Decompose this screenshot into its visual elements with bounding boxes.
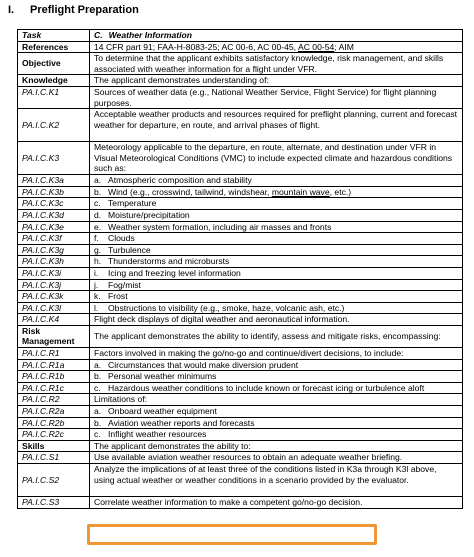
element-text: Acceptable weather products and resources required for preflight planning, current and forecast weather for departure, en route, and arrival phases of flight. bbox=[90, 109, 463, 142]
item-letter: c. bbox=[94, 198, 101, 209]
item-text: Obstructions to visibility (e.g., smoke, haze, volcanic ash, etc.) bbox=[108, 302, 345, 313]
risk-intro: The applicant demonstrates the ability to identify, assess and mitigate risks, encompassing: bbox=[90, 325, 463, 347]
element-text bbox=[90, 175, 463, 187]
item-text: Atmospheric composition and stability bbox=[108, 175, 252, 186]
element-text bbox=[90, 256, 463, 268]
element-code: PA.I.C.K3b bbox=[18, 186, 90, 198]
item-text: Circumstances that would make diversion prudent bbox=[108, 359, 299, 370]
task-label: Task bbox=[18, 30, 90, 42]
section-title: Preflight Preparation bbox=[30, 4, 139, 16]
element-text bbox=[90, 371, 463, 383]
item-text: Moisture/precipitation bbox=[108, 209, 190, 220]
references-text bbox=[90, 41, 463, 53]
item-letter: k. bbox=[94, 291, 101, 302]
element-text bbox=[90, 186, 463, 198]
element-code: PA.I.C.S2 bbox=[18, 464, 90, 497]
element-text: Correlate weather information to make a competent go/no-go decision. bbox=[90, 497, 463, 509]
element-text: Use available aviation weather resources to obtain an adequate weather briefing. bbox=[90, 452, 463, 464]
item-text: Thunderstorms and microbursts bbox=[108, 256, 230, 267]
objective-row bbox=[18, 53, 463, 75]
element-code: PA.I.C.R1a bbox=[18, 359, 90, 371]
table-row bbox=[18, 267, 463, 279]
item-letter: b. bbox=[94, 186, 102, 197]
table-row bbox=[18, 244, 463, 256]
objective-label: Objective bbox=[18, 53, 90, 75]
task-header-row bbox=[18, 30, 463, 42]
element-code: PA.I.C.K3d bbox=[18, 209, 90, 221]
table-row bbox=[18, 233, 463, 245]
element-text bbox=[90, 244, 463, 256]
item-letter: f. bbox=[94, 233, 99, 244]
element-code: PA.I.C.R2a bbox=[18, 406, 90, 418]
table-row bbox=[18, 142, 463, 175]
section-number: I. bbox=[8, 4, 15, 16]
element-text bbox=[90, 429, 463, 441]
item-text: Clouds bbox=[108, 233, 135, 244]
item-text: Icing and freezing level information bbox=[108, 267, 241, 278]
skills-intro-row bbox=[18, 440, 463, 452]
item-text: Fog/mist bbox=[108, 279, 141, 290]
element-code: PA.I.C.K4 bbox=[18, 314, 90, 326]
element-text: Factors involved in making the go/no-go and continue/divert decisions, to include: bbox=[90, 348, 463, 360]
references-text-end: ; AIM bbox=[334, 41, 354, 52]
element-code: PA.I.C.K3f bbox=[18, 233, 90, 245]
item-text: Hazardous weather conditions to include known or forecast icing or turbulence aloft bbox=[108, 382, 425, 393]
item-text: Personal weather minimums bbox=[108, 371, 217, 382]
table-row bbox=[18, 186, 463, 198]
element-code: PA.I.C.R1c bbox=[18, 382, 90, 394]
table-row bbox=[18, 279, 463, 291]
element-code: PA.I.C.R1b bbox=[18, 371, 90, 383]
element-code: PA.I.C.R2 bbox=[18, 394, 90, 406]
element-text bbox=[90, 267, 463, 279]
element-code: PA.I.C.R2c bbox=[18, 429, 90, 441]
table-row bbox=[18, 464, 463, 497]
references-row bbox=[18, 41, 463, 53]
knowledge-label: Knowledge bbox=[18, 75, 90, 87]
highlight-box bbox=[87, 524, 377, 545]
table-row bbox=[18, 429, 463, 441]
table-row bbox=[18, 302, 463, 314]
table-row bbox=[18, 86, 463, 108]
table-row bbox=[18, 314, 463, 326]
item-text: Temperature bbox=[108, 198, 157, 209]
item-text: Wind (e.g., crosswind, tailwind, windshear, bbox=[108, 186, 272, 197]
table-row bbox=[18, 348, 463, 360]
table-row bbox=[18, 221, 463, 233]
item-letter: i. bbox=[94, 267, 99, 278]
item-letter: a. bbox=[94, 359, 102, 370]
risk-intro-row bbox=[18, 325, 463, 347]
element-text bbox=[90, 233, 463, 245]
element-text bbox=[90, 291, 463, 303]
task-letter: C. bbox=[94, 30, 103, 40]
item-text: Weather system formation, including air masses and fronts bbox=[108, 221, 332, 232]
objective-text: To determine that the applicant exhibits satisfactory knowledge, risk management, and skills associated with weather information for a flight under VFR. bbox=[90, 53, 463, 75]
item-letter: l. bbox=[94, 302, 99, 313]
table-row bbox=[18, 256, 463, 268]
table-row bbox=[18, 371, 463, 383]
element-text: Meteorology applicable to the departure, en route, alternate, and destination under VFR in Visual Meteorological Conditions (VMC) to include expected climate and hazardous conditions such as: bbox=[90, 142, 463, 175]
table-row bbox=[18, 198, 463, 210]
references-label: References bbox=[18, 41, 90, 53]
knowledge-intro-row bbox=[18, 75, 463, 87]
element-text bbox=[90, 417, 463, 429]
element-text bbox=[90, 359, 463, 371]
item-letter: b. bbox=[94, 417, 102, 428]
item-text: Onboard weather equipment bbox=[108, 406, 217, 417]
table-row bbox=[18, 209, 463, 221]
element-text bbox=[90, 198, 463, 210]
task-title-cell bbox=[90, 30, 463, 42]
item-text: Turbulence bbox=[108, 244, 151, 255]
item-letter: e. bbox=[94, 221, 102, 232]
task-title: Weather Information bbox=[108, 30, 192, 40]
item-letter: a. bbox=[94, 175, 102, 186]
references-text-part: 14 CFR part 91; FAA-H-8083-25; AC 00-6, AC 00-45, bbox=[94, 41, 298, 52]
table-row bbox=[18, 394, 463, 406]
element-code: PA.I.C.R2b bbox=[18, 417, 90, 429]
element-code: PA.I.C.K3e bbox=[18, 221, 90, 233]
element-text bbox=[90, 209, 463, 221]
element-code: PA.I.C.K2 bbox=[18, 109, 90, 142]
element-text: Limitations of: bbox=[90, 394, 463, 406]
item-letter: h. bbox=[94, 256, 102, 267]
skills-label: Skills bbox=[18, 440, 90, 452]
table-row bbox=[18, 382, 463, 394]
element-text bbox=[90, 382, 463, 394]
table-row bbox=[18, 291, 463, 303]
item-letter: a. bbox=[94, 406, 102, 417]
table-row bbox=[18, 359, 463, 371]
element-code: PA.I.C.K3j bbox=[18, 279, 90, 291]
element-code: PA.I.C.S3 bbox=[18, 497, 90, 509]
item-letter: c. bbox=[94, 382, 101, 393]
item-letter: c. bbox=[94, 429, 101, 440]
element-code: PA.I.C.K1 bbox=[18, 86, 90, 108]
element-text: Flight deck displays of digital weather and aeronautical information. bbox=[90, 314, 463, 326]
acs-task-table bbox=[17, 29, 463, 509]
element-code: PA.I.C.K3h bbox=[18, 256, 90, 268]
table-row bbox=[18, 417, 463, 429]
table-row bbox=[18, 109, 463, 142]
element-code: PA.I.C.K3a bbox=[18, 175, 90, 187]
item-text: Aviation weather reports and forecasts bbox=[108, 417, 255, 428]
knowledge-intro: The applicant demonstrates understanding of: bbox=[90, 75, 463, 87]
table-row bbox=[18, 497, 463, 509]
skills-intro: The applicant demonstrates the ability to: bbox=[90, 440, 463, 452]
risk-label: Risk Management bbox=[18, 325, 90, 347]
element-code: PA.I.C.K3l bbox=[18, 302, 90, 314]
references-underlined: AC 00-54 bbox=[297, 41, 335, 52]
item-text-underlined: mountain wave bbox=[271, 186, 330, 197]
section-heading bbox=[8, 4, 139, 16]
item-letter: b. bbox=[94, 371, 102, 382]
table-row bbox=[18, 452, 463, 464]
item-letter: d. bbox=[94, 209, 102, 220]
table-row bbox=[18, 406, 463, 418]
element-text bbox=[90, 221, 463, 233]
item-text: Frost bbox=[108, 291, 128, 302]
item-letter: g. bbox=[94, 244, 102, 255]
item-text-end: , etc.) bbox=[329, 186, 352, 197]
element-text bbox=[90, 279, 463, 291]
element-text: Analyze the implications of at least three of the conditions listed in K3a through K3l above, using actual weather or weather conditions in a scenario provided by the evaluator. bbox=[90, 464, 463, 497]
element-code: PA.I.C.S1 bbox=[18, 452, 90, 464]
element-code: PA.I.C.K3i bbox=[18, 267, 90, 279]
element-text: Sources of weather data (e.g., National Weather Service, Flight Service) for flight planning purposes. bbox=[90, 86, 463, 108]
element-code: PA.I.C.K3k bbox=[18, 291, 90, 303]
item-letter: j. bbox=[94, 279, 99, 290]
item-text: Inflight weather resources bbox=[108, 429, 207, 440]
element-code: PA.I.C.R1 bbox=[18, 348, 90, 360]
table-row bbox=[18, 175, 463, 187]
element-code: PA.I.C.K3 bbox=[18, 142, 90, 175]
element-text bbox=[90, 406, 463, 418]
element-code: PA.I.C.K3g bbox=[18, 244, 90, 256]
element-code: PA.I.C.K3c bbox=[18, 198, 90, 210]
element-text bbox=[90, 302, 463, 314]
